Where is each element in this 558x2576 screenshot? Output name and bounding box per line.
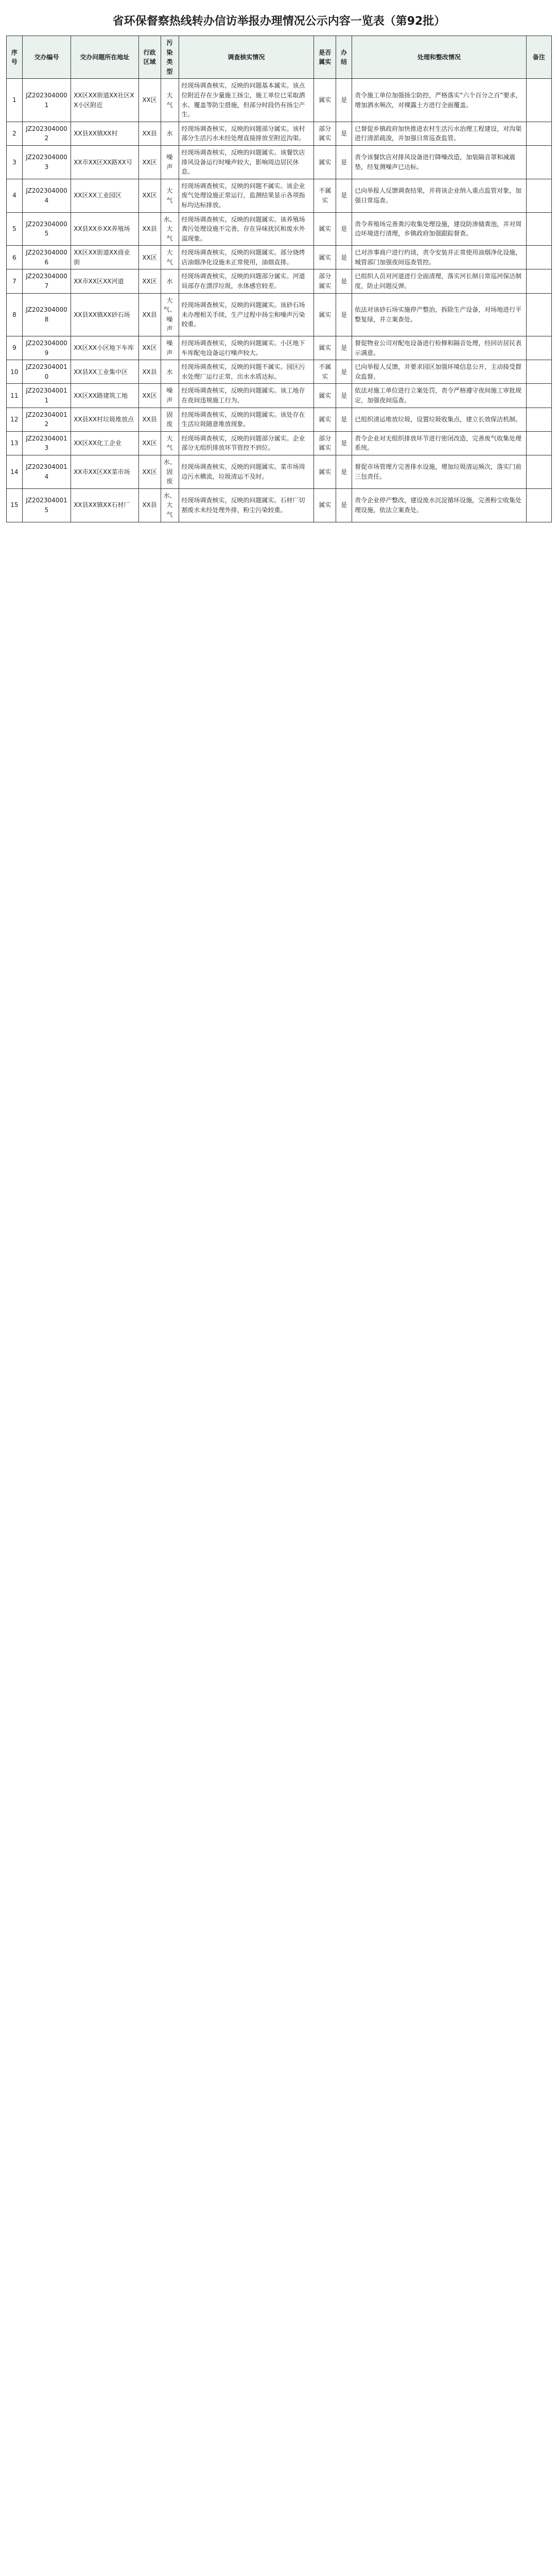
table-header-row bbox=[7, 36, 552, 79]
cell-res: 部分属实 bbox=[314, 122, 336, 145]
cell-done: 是 bbox=[336, 336, 352, 360]
header-detail: 调查核实情况 bbox=[179, 36, 314, 79]
cell-code: JZ2023040008 bbox=[22, 293, 71, 336]
cell-res: 部分属实 bbox=[314, 431, 336, 455]
cell-res: 属实 bbox=[314, 145, 336, 179]
cell-region: XX县 bbox=[138, 293, 161, 336]
cell-note bbox=[526, 79, 551, 122]
cell-rect: 督促物业公司对配电设备进行检修和隔音处理，经回访居民表示满意。 bbox=[352, 336, 527, 360]
cell-region: XX县 bbox=[138, 212, 161, 246]
cell-region: XX县 bbox=[138, 360, 161, 384]
header-done: 办结 bbox=[336, 36, 352, 79]
cell-addr: XX区XX街道XX社区XX小区附近 bbox=[71, 79, 138, 122]
cell-addr: XX县XX工业集中区 bbox=[71, 360, 138, 384]
page-title: 省环保督察热线转办信访举报办理情况公示内容一览表（第92批） bbox=[112, 15, 446, 28]
cell-rect: 责令养殖场完善粪污收集处理设施，建设防渗储粪池，并对周边环境进行清理，乡镇政府加强跟踪督查。 bbox=[352, 212, 527, 246]
cell-note bbox=[526, 431, 551, 455]
cell-addr: XX县XX镇XX石材厂 bbox=[71, 488, 138, 522]
cell-res: 属实 bbox=[314, 488, 336, 522]
cell-type: 水、大气 bbox=[161, 488, 179, 522]
cell-type: 大气 bbox=[161, 431, 179, 455]
cell-note bbox=[526, 455, 551, 488]
cell-addr: XX县XX乡XX养殖场 bbox=[71, 212, 138, 246]
table-row bbox=[7, 488, 552, 522]
cell-type: 水、大气 bbox=[161, 212, 179, 246]
cell-res: 不属实 bbox=[314, 179, 336, 212]
cell-done: 是 bbox=[336, 384, 352, 408]
table-row bbox=[7, 408, 552, 431]
cell-code: JZ2023040001 bbox=[22, 79, 71, 122]
cell-detail: 经现场调查核实，反映的问题部分属实。企业部分无组织排放环节管控不到位。 bbox=[179, 431, 314, 455]
cell-done: 是 bbox=[336, 179, 352, 212]
cell-detail: 经现场调查核实，反映的问题不属实。园区污水处理厂运行正常，出水水质达标。 bbox=[179, 360, 314, 384]
cell-idx: 8 bbox=[7, 293, 23, 336]
cell-rect: 已对涉事商户进行约谈，责令安装并正常使用油烟净化设施，城管部门加强夜间巡查管控。 bbox=[352, 246, 527, 269]
cell-rect: 已督促乡镇政府加快推进农村生活污水治理工程建设，对沟渠进行清淤疏浚，并加强日常巡查监管。 bbox=[352, 122, 527, 145]
cell-done: 是 bbox=[336, 408, 352, 431]
cell-res: 属实 bbox=[314, 336, 336, 360]
cell-rect: 责令该餐饮店对排风设备进行降噪改造，加装隔音罩和减震垫，经复测噪声已达标。 bbox=[352, 145, 527, 179]
table-row bbox=[7, 122, 552, 145]
cell-region: XX区 bbox=[138, 79, 161, 122]
cell-region: XX区 bbox=[138, 431, 161, 455]
cell-done: 是 bbox=[336, 145, 352, 179]
cell-code: JZ2023040012 bbox=[22, 408, 71, 431]
table-row bbox=[7, 336, 552, 360]
cell-idx: 4 bbox=[7, 179, 23, 212]
page bbox=[0, 0, 558, 543]
cell-note bbox=[526, 360, 551, 384]
header-type: 污染类型 bbox=[161, 36, 179, 79]
cell-type: 大气 bbox=[161, 179, 179, 212]
cell-detail: 经现场调查核实，反映的问题属实。石材厂切割废水未经处理外排，粉尘污染较重。 bbox=[179, 488, 314, 522]
header-code: 交办编号 bbox=[22, 36, 71, 79]
cell-res: 部分属实 bbox=[314, 269, 336, 293]
cell-region: XX县 bbox=[138, 408, 161, 431]
report-table bbox=[6, 36, 552, 522]
cell-done: 是 bbox=[336, 122, 352, 145]
cell-code: JZ2023040010 bbox=[22, 360, 71, 384]
cell-rect: 督促市场管理方完善排水设施，增加垃圾清运频次，落实门前三包责任。 bbox=[352, 455, 527, 488]
cell-note bbox=[526, 293, 551, 336]
table-row bbox=[7, 431, 552, 455]
cell-type: 水、固废 bbox=[161, 455, 179, 488]
cell-note bbox=[526, 336, 551, 360]
table-row bbox=[7, 212, 552, 246]
cell-rect: 已组织人员对河道进行全面清理，落实河长制日常巡河保洁制度，防止问题反弹。 bbox=[352, 269, 527, 293]
cell-detail: 经现场调查核实，反映的问题部分属实。该村部分生活污水未经处理直接排放至附近沟渠。 bbox=[179, 122, 314, 145]
table-row bbox=[7, 145, 552, 179]
cell-note bbox=[526, 179, 551, 212]
cell-idx: 10 bbox=[7, 360, 23, 384]
cell-addr: XX区XX工业园区 bbox=[71, 179, 138, 212]
cell-code: JZ2023040015 bbox=[22, 488, 71, 522]
cell-res: 属实 bbox=[314, 246, 336, 269]
cell-rect: 依法对该砂石场实施停产整治，拆除生产设备，对场地进行平整复绿，并立案查处。 bbox=[352, 293, 527, 336]
cell-rect: 已向举报人反馈，并要求园区加强环境信息公开，主动接受群众监督。 bbox=[352, 360, 527, 384]
cell-detail: 经现场调查核实，反映的问题基本属实。该点位附近存在少量施工扬尘，施工单位已采取洒水、覆盖等防尘措施，但部分时段仍有扬尘产生。 bbox=[179, 79, 314, 122]
header-idx: 序号 bbox=[7, 36, 23, 79]
cell-rect: 已组织清运堆放垃圾，设置垃圾收集点，建立长效保洁机制。 bbox=[352, 408, 527, 431]
cell-idx: 14 bbox=[7, 455, 23, 488]
cell-res: 属实 bbox=[314, 79, 336, 122]
table-row bbox=[7, 246, 552, 269]
cell-detail: 经现场调查核实，反映的问题属实。小区地下车库配电设备运行噪声较大。 bbox=[179, 336, 314, 360]
cell-code: JZ2023040002 bbox=[22, 122, 71, 145]
cell-region: XX县 bbox=[138, 488, 161, 522]
cell-code: JZ2023040005 bbox=[22, 212, 71, 246]
cell-region: XX区 bbox=[138, 179, 161, 212]
cell-idx: 11 bbox=[7, 384, 23, 408]
cell-done: 是 bbox=[336, 79, 352, 122]
cell-region: XX区 bbox=[138, 246, 161, 269]
table-row bbox=[7, 79, 552, 122]
cell-addr: XX县XX镇XX村 bbox=[71, 122, 138, 145]
cell-addr: XX区XX小区地下车库 bbox=[71, 336, 138, 360]
table-row bbox=[7, 293, 552, 336]
cell-addr: XX市XX区XX路XX号 bbox=[71, 145, 138, 179]
cell-region: XX区 bbox=[138, 269, 161, 293]
cell-res: 不属实 bbox=[314, 360, 336, 384]
cell-type: 水 bbox=[161, 269, 179, 293]
cell-note bbox=[526, 212, 551, 246]
cell-idx: 9 bbox=[7, 336, 23, 360]
cell-type: 噪声 bbox=[161, 336, 179, 360]
cell-note bbox=[526, 269, 551, 293]
cell-note bbox=[526, 384, 551, 408]
cell-detail: 经现场调查核实，反映的问题属实。该处存在生活垃圾随意堆放现象。 bbox=[179, 408, 314, 431]
cell-done: 是 bbox=[336, 212, 352, 246]
cell-addr: XX区XX街道XX商业街 bbox=[71, 246, 138, 269]
table-body bbox=[7, 79, 552, 522]
cell-addr: XX县XX镇XX砂石场 bbox=[71, 293, 138, 336]
cell-idx: 6 bbox=[7, 246, 23, 269]
cell-addr: XX市XX区XX菜市场 bbox=[71, 455, 138, 488]
cell-idx: 7 bbox=[7, 269, 23, 293]
cell-note bbox=[526, 408, 551, 431]
cell-type: 水 bbox=[161, 360, 179, 384]
cell-idx: 2 bbox=[7, 122, 23, 145]
table-row bbox=[7, 384, 552, 408]
cell-type: 固废 bbox=[161, 408, 179, 431]
table-row bbox=[7, 360, 552, 384]
cell-done: 是 bbox=[336, 455, 352, 488]
cell-idx: 15 bbox=[7, 488, 23, 522]
cell-detail: 经现场调查核实，反映的问题属实。该养殖场粪污处理设施不完善，存在异味扰民和废水外溢现象。 bbox=[179, 212, 314, 246]
cell-done: 是 bbox=[336, 269, 352, 293]
cell-detail: 经现场调查核实，反映的问题属实。该工地存在夜间违规施工行为。 bbox=[179, 384, 314, 408]
cell-region: XX区 bbox=[138, 336, 161, 360]
cell-type: 大气 bbox=[161, 79, 179, 122]
cell-addr: XX市XX区XX河道 bbox=[71, 269, 138, 293]
cell-type: 大气 bbox=[161, 246, 179, 269]
cell-idx: 3 bbox=[7, 145, 23, 179]
header-rect: 处理和整改情况 bbox=[352, 36, 527, 79]
cell-done: 是 bbox=[336, 488, 352, 522]
cell-rect: 责令施工单位加强扬尘防控，严格落实“六个百分之百”要求，增加洒水频次，对裸露土方进行全面覆盖。 bbox=[352, 79, 527, 122]
cell-detail: 经现场调查核实，反映的问题部分属实。河道局部存在漂浮垃圾，水体感官较差。 bbox=[179, 269, 314, 293]
cell-res: 属实 bbox=[314, 455, 336, 488]
cell-type: 大气、噪声 bbox=[161, 293, 179, 336]
cell-res: 属实 bbox=[314, 293, 336, 336]
cell-res: 属实 bbox=[314, 384, 336, 408]
table-row bbox=[7, 179, 552, 212]
cell-rect: 责令企业对无组织排放环节进行密闭改造，完善废气收集处理系统。 bbox=[352, 431, 527, 455]
cell-detail: 经现场调查核实，反映的问题属实。该砂石场未办理相关手续，生产过程中扬尘和噪声污染较重。 bbox=[179, 293, 314, 336]
cell-code: JZ2023040007 bbox=[22, 269, 71, 293]
header-note: 备注 bbox=[526, 36, 551, 79]
cell-note bbox=[526, 145, 551, 179]
cell-code: JZ2023040003 bbox=[22, 145, 71, 179]
table-row bbox=[7, 269, 552, 293]
cell-code: JZ2023040013 bbox=[22, 431, 71, 455]
cell-idx: 13 bbox=[7, 431, 23, 455]
cell-rect: 已向举报人反馈调查结果，并将该企业纳入重点监管对象，加强日常巡查。 bbox=[352, 179, 527, 212]
cell-done: 是 bbox=[336, 246, 352, 269]
cell-code: JZ2023040011 bbox=[22, 384, 71, 408]
cell-note bbox=[526, 488, 551, 522]
cell-detail: 经现场调查核实，反映的问题不属实。该企业废气处理设施正常运行，监测结果显示各项指标均达标排放。 bbox=[179, 179, 314, 212]
cell-region: XX县 bbox=[138, 122, 161, 145]
cell-addr: XX区XX路建筑工地 bbox=[71, 384, 138, 408]
header-region: 行政区域 bbox=[138, 36, 161, 79]
cell-type: 水 bbox=[161, 122, 179, 145]
cell-rect: 依法对施工单位进行立案处罚，责令严格遵守夜间施工审批规定，加强夜间巡查。 bbox=[352, 384, 527, 408]
cell-idx: 5 bbox=[7, 212, 23, 246]
cell-idx: 12 bbox=[7, 408, 23, 431]
cell-code: JZ2023040004 bbox=[22, 179, 71, 212]
cell-addr: XX区XX化工企业 bbox=[71, 431, 138, 455]
header-res: 是否属实 bbox=[314, 36, 336, 79]
cell-code: JZ2023040006 bbox=[22, 246, 71, 269]
cell-done: 是 bbox=[336, 293, 352, 336]
cell-type: 噪声 bbox=[161, 384, 179, 408]
cell-note bbox=[526, 122, 551, 145]
cell-region: XX区 bbox=[138, 384, 161, 408]
table-row bbox=[7, 455, 552, 488]
cell-detail: 经现场调查核实，反映的问题属实。部分烧烤店油烟净化设施未正常使用，油烟直排。 bbox=[179, 246, 314, 269]
cell-code: JZ2023040009 bbox=[22, 336, 71, 360]
cell-region: XX区 bbox=[138, 145, 161, 179]
cell-done: 是 bbox=[336, 431, 352, 455]
cell-detail: 经现场调查核实，反映的问题属实。菜市场周边污水横流，垃圾清运不及时。 bbox=[179, 455, 314, 488]
cell-done: 是 bbox=[336, 360, 352, 384]
cell-res: 属实 bbox=[314, 408, 336, 431]
cell-code: JZ2023040014 bbox=[22, 455, 71, 488]
cell-detail: 经现场调查核实，反映的问题属实。该餐饮店排风设备运行时噪声较大，影响周边居民休息。 bbox=[179, 145, 314, 179]
cell-type: 噪声 bbox=[161, 145, 179, 179]
header-addr: 交办问题所在地址 bbox=[71, 36, 138, 79]
cell-region: XX区 bbox=[138, 455, 161, 488]
cell-idx: 1 bbox=[7, 79, 23, 122]
cell-res: 属实 bbox=[314, 212, 336, 246]
cell-addr: XX县XX村垃圾堆放点 bbox=[71, 408, 138, 431]
cell-note bbox=[526, 246, 551, 269]
cell-rect: 责令企业停产整改，建设废水沉淀循环设施，完善粉尘收集处理设施，依法立案查处。 bbox=[352, 488, 527, 522]
